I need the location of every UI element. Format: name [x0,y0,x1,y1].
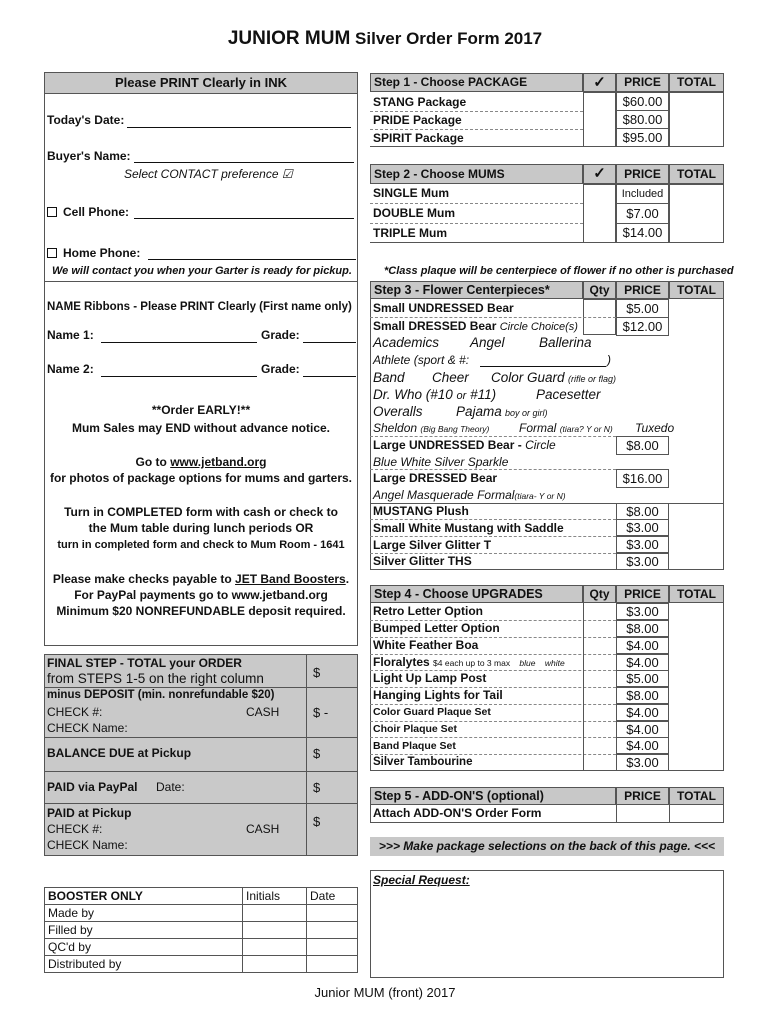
upgrade-item-floralytes [373,655,565,669]
divider [370,721,616,722]
divider [370,146,583,147]
floralytes-white[interactable]: white [544,658,565,668]
step2-header: Step 2 - Choose MUMS [370,164,583,184]
title-bold: JUNIOR MUM [227,28,351,49]
opt-pajama[interactable]: Pajama [456,404,502,419]
upgrade-price: $4.00 [616,704,669,721]
step1-item: STANG Package [373,95,467,109]
back-page-note: >>> Make package selections on the back of this page. <<< [370,837,724,856]
floralytes-blue[interactable]: blue [519,658,536,668]
booster-date-header: Date [307,888,358,905]
name-ribbons-label: NAME Ribbons - Please PRINT Clearly (First name only) [47,301,352,313]
upgrade-price: $4.00 [616,654,669,671]
upgrade-item: Bumped Letter Option [373,621,500,635]
divider [370,654,616,655]
paypal-date-label: Date: [156,780,185,794]
paypal-dollar[interactable]: $ [313,780,321,795]
contact-preference-label: Select CONTACT preference ☑ [124,167,293,181]
date-cell[interactable] [307,905,358,922]
step4-qty-header: Qty [583,585,616,603]
divider [370,111,583,112]
step2-total-cell[interactable] [669,184,724,243]
athlete-close: ) [607,353,611,367]
initials-cell[interactable] [243,922,307,939]
large-undressed-price: $8.00 [616,436,669,455]
pickup-dollar[interactable]: $ [313,814,321,829]
divider [370,203,583,204]
floralytes-sub: $4 each up to 3 max [433,658,511,668]
sheldon-sub: (Big Bang Theory) [420,424,490,434]
page-footer: Junior MUM (front) 2017 [314,985,456,1000]
extra-item: Silver Glitter THS [373,554,472,568]
booster-row-label: Distributed by [45,956,243,973]
upgrade-price: $3.00 [616,754,669,771]
balance-dollar[interactable]: $ [313,746,321,761]
step3-price-header: PRICE [616,281,669,299]
cell-phone-checkbox[interactable] [47,207,57,217]
initials-cell[interactable] [243,939,307,956]
step2-item: SINGLE Mum [373,186,450,200]
divider [44,687,358,688]
large-dressed-price: $16.00 [616,469,669,488]
upgrade-item: Band Plaque Set [373,740,456,752]
upgrade-price: $4.00 [616,637,669,654]
large-dressed-sub: (tiara- Y or N) [514,491,566,501]
extra-price: $3.00 [616,553,669,570]
divider [370,670,616,671]
name2-field[interactable] [101,376,257,377]
final-step-label: FINAL STEP - TOTAL your ORDER [47,656,242,670]
name1-label: Name 1: [47,328,94,342]
pajama-sub: boy or girl) [505,408,548,418]
turn-in-line1: Turn in COMPLETED form with cash or check to [64,505,338,519]
large-dressed-opts[interactable]: Angel Masquerade Formal [373,488,515,502]
extra-item: Large Silver Glitter T [373,538,492,552]
opt-band[interactable]: Band [373,370,405,385]
minus-deposit-label: minus DEPOSIT (min. nonrefundable $20) [47,689,275,701]
date-cell[interactable] [307,939,358,956]
title-rest: Silver Order Form 2017 [355,29,543,48]
print-clearly-header: Please PRINT Clearly in INK [44,72,358,94]
divider [370,704,616,705]
divider [370,129,583,130]
todays-date-field[interactable] [127,127,351,128]
contact-note: We will contact you when your Garter is ready for pickup. [52,265,352,277]
divider [370,519,616,520]
table-row [45,956,358,973]
opt-overalls[interactable]: Overalls [373,404,423,419]
cell-phone-text: Cell Phone: [63,205,130,219]
home-phone-label [47,246,140,260]
step2-total-header: TOTAL [669,164,724,184]
upgrade-item: Color Guard Plaque Set [373,706,491,718]
home-phone-field[interactable] [148,259,356,260]
step5-price-header: PRICE [616,787,669,805]
deposit-check-name-label: CHECK Name: [47,721,128,735]
floralytes-label: Floralytes [373,655,430,669]
class-plaque-note: *Class plaque will be centerpiece of flower if no other is purchased [384,265,734,277]
opt-ballerina[interactable]: Ballerina [539,335,592,350]
formal-sub: (tiara? Y or N) [559,424,613,434]
step2-item: DOUBLE Mum [373,206,455,220]
deposit-note: Minimum $20 NONREFUNDABLE deposit required. [56,604,346,618]
step2-item: TRIPLE Mum [373,226,447,240]
divider [583,603,584,771]
step4-header: Step 4 - Choose UPGRADES [370,585,583,603]
step1-price: $60.00 [616,92,669,111]
buyers-name-field[interactable] [134,162,354,163]
step2-price: $7.00 [616,203,669,224]
extra-price: $3.00 [616,536,669,553]
paypal-note: For PayPal payments go to www.jetband.org [74,588,328,602]
grade1-field[interactable] [303,342,356,343]
pickup-check-label: CHECK #: [47,822,103,836]
initials-cell[interactable] [243,956,307,973]
step2-check-cell[interactable] [583,184,616,243]
from-steps-label: from STEPS 1-5 on the right column [47,671,264,686]
checks-payee: JET Band Boosters [235,572,346,586]
initials-cell[interactable] [243,905,307,922]
step1-item: PRIDE Package [373,113,462,127]
step3-total-header: TOTAL [669,281,724,299]
goto-photos: for photos of package options for mums and garters. [49,471,353,485]
divider [616,805,617,823]
goto-prefix: Go to [135,455,167,469]
divider [370,687,616,688]
divider [370,737,616,738]
large-undressed-circle: Circle [525,438,556,452]
upgrade-item: Silver Tambourine [373,756,473,768]
step5-header: Step 5 - ADD-ON'S (optional) [370,787,616,805]
upgrade-item: White Feather Boa [373,638,479,652]
turn-in-line3: turn in completed form and check to Mum Room - 1641 [57,539,345,551]
opt-tuxedo[interactable]: Tuxedo [635,421,675,435]
divider [370,223,583,224]
pickup-check-name-label: CHECK Name: [47,838,128,852]
divider [44,737,358,738]
step1-total-cell[interactable] [669,92,724,147]
step1-price-header: PRICE [616,73,669,92]
upgrade-price: $4.00 [616,737,669,754]
large-undressed-colors[interactable]: Blue White Silver Sparkle [373,455,509,469]
divider [370,436,616,437]
date-cell[interactable] [307,956,358,973]
page-title [0,28,770,50]
sales-end-note: Mum Sales may END without advance notice. [71,421,331,435]
step1-check-cell[interactable] [583,92,616,147]
small-undressed-price: $5.00 [616,299,669,318]
upgrade-item: Hanging Lights for Tail [373,688,503,702]
small-dressed-label: Small DRESSED Bear [373,319,497,333]
booster-row-label: Filled by [45,922,243,939]
opt-angel[interactable]: Angel [470,335,505,350]
todays-date-label: Today's Date: [47,113,125,127]
booster-row-label: QC'd by [45,939,243,956]
order-early: **Order EARLY!** [151,403,251,417]
formal-label: Formal [519,421,557,435]
extra-item: MUSTANG Plush [373,504,469,518]
step5-total-header: TOTAL [669,787,724,805]
name2-label: Name 2: [47,362,94,376]
divider [370,469,616,470]
cell-phone-label [47,205,129,219]
booster-only-header: BOOSTER ONLY [45,888,243,905]
upgrade-price: $4.00 [616,721,669,738]
home-phone-text: Home Phone: [63,246,141,260]
large-dressed-bear: Large DRESSED Bear [373,471,498,485]
step3-qty-header: Qty [583,281,616,299]
step2-price: $14.00 [616,223,669,243]
divider [370,536,616,537]
divider [44,803,358,804]
name1-field[interactable] [101,342,257,343]
divider [44,771,358,772]
divider [370,637,616,638]
date-cell[interactable] [307,922,358,939]
special-request-label: Special Request: [373,873,470,887]
summary-column-divider [306,654,307,856]
grade2-field[interactable] [303,376,356,377]
circle-choices: Circle Choice(s) [499,321,578,333]
step2-check-header: ✓ [583,164,616,184]
extra-price: $3.00 [616,519,669,536]
deposit-check-label: CHECK #: [47,705,103,719]
upgrade-item: Light Up Lamp Post [373,671,487,685]
divider [669,805,670,823]
grade1-label: Grade: [261,328,300,342]
dr-who-or: or [456,390,467,402]
grade2-label: Grade: [261,362,300,376]
large-undressed-label: Large UNDRESSED Bear - [373,438,522,452]
balance-due-label: BALANCE DUE at Pickup [47,746,192,760]
deposit-dollar[interactable]: $ - [313,705,329,720]
small-undressed-bear: Small UNDRESSED Bear [373,301,514,315]
goto-website [44,455,358,469]
divider [370,754,616,755]
step1-price: $95.00 [616,128,669,147]
small-dressed-price: $12.00 [616,317,669,336]
booster-only-table [44,887,358,973]
booster-row-label: Made by [45,905,243,922]
opt-academics[interactable]: Academics [373,335,440,350]
opt-cheer[interactable]: Cheer [432,370,469,385]
booster-initials-header: Initials [243,888,307,905]
booster-header-row [45,888,358,905]
step1-total-header: TOTAL [669,73,724,92]
upgrade-price: $5.00 [616,670,669,687]
step2-price-header: PRICE [616,164,669,184]
divider [44,281,358,282]
upgrade-price: $3.00 [616,603,669,620]
deposit-cash-label: CASH [246,705,280,719]
upgrade-item: Choir Plaque Set [373,723,458,735]
paid-pickup-label: PAID at Pickup [47,806,132,820]
opt-color-guard[interactable]: Color Guard [491,370,565,385]
dr-who-10: Dr. Who (#10 [373,387,453,402]
color-guard-sub: (rifle or flag) [568,374,617,384]
total-dollar[interactable]: $ [313,665,321,680]
checks-payable [44,572,358,586]
step4-total-header: TOTAL [669,585,724,603]
table-row [45,905,358,922]
sheldon-label: Sheldon [373,421,418,435]
home-phone-checkbox[interactable] [47,248,57,258]
table-row [45,922,358,939]
divider [370,242,583,243]
divider [370,317,616,318]
checks-prefix: Please make checks payable to [52,572,232,586]
divider [370,620,616,621]
turn-in-line2: the Mum table during lunch periods OR [88,521,314,535]
step2-price: Included [616,184,669,204]
upgrade-price: $8.00 [616,687,669,704]
cell-phone-field[interactable] [134,218,354,219]
dr-who-11: #11) [470,387,497,402]
step1-item: SPIRIT Package [373,131,464,145]
step1-check-header: ✓ [583,73,616,92]
step4-price-header: PRICE [616,585,669,603]
addons-item: Attach ADD-ON'S Order Form [373,806,542,820]
step1-header: Step 1 - Choose PACKAGE [370,73,583,92]
extra-price: $8.00 [616,503,669,520]
divider [370,553,616,554]
opt-athlete[interactable]: Athlete (sport & #: [373,353,470,367]
extra-item: Small White Mustang with Saddle [373,521,564,535]
jetband-link[interactable]: www.jetband.org [170,455,267,469]
step1-price: $80.00 [616,110,669,129]
buyers-name-label: Buyer's Name: [47,149,131,163]
opt-pacesetter[interactable]: Pacesetter [536,387,601,402]
upgrade-item: Retro Letter Option [373,604,483,618]
upgrade-price: $8.00 [616,620,669,637]
checks-suffix: . [345,572,350,586]
pickup-cash-label: CASH [246,822,280,836]
step3-header: Step 3 - Flower Centerpieces* [370,281,583,299]
paid-paypal-label: PAID via PayPal [47,780,138,794]
table-row [45,939,358,956]
